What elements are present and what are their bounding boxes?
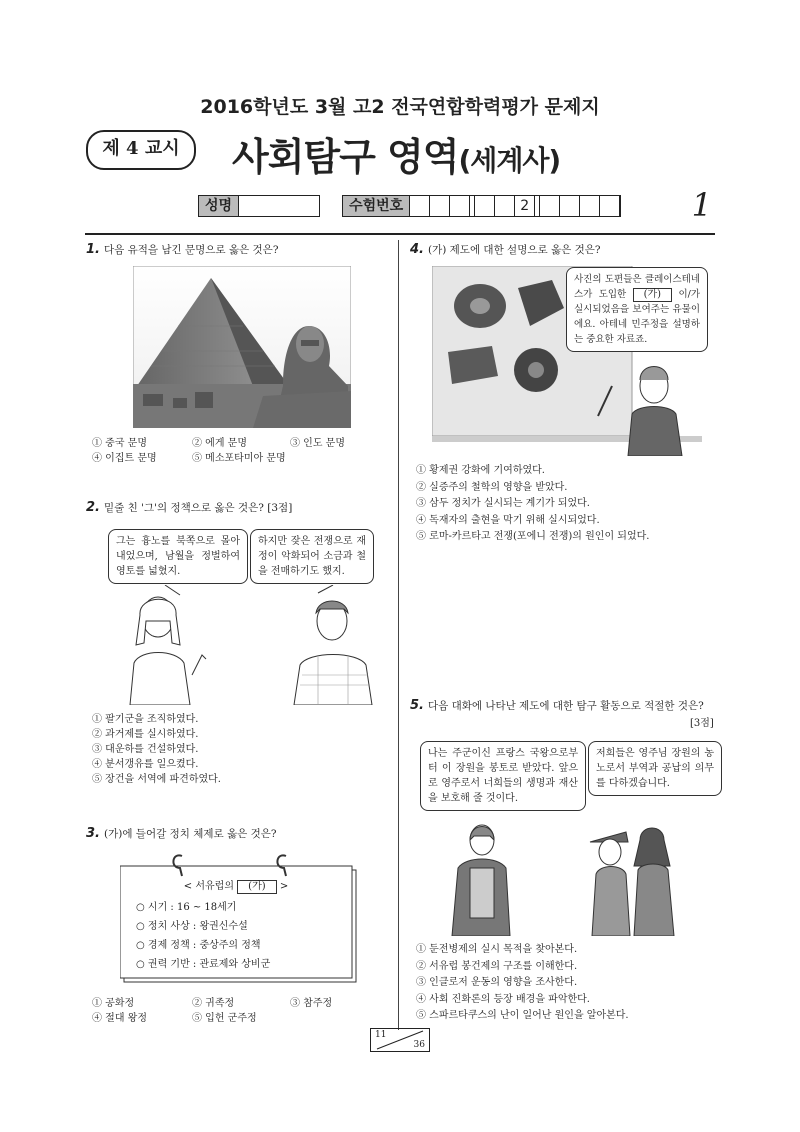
option[interactable]: ⑤ 스파르타쿠스의 난이 일어난 원인을 알아본다.: [416, 1010, 629, 1021]
option[interactable]: ① 둔전병제의 실시 목적을 찾아본다.: [416, 944, 578, 955]
exam-title: 2016학년도 3월 고2 전국연합학력평가 문제지: [200, 96, 600, 118]
page-total: 36: [413, 1040, 425, 1050]
exam-number-label: 수험번호: [342, 195, 410, 217]
option[interactable]: ① 팔기군을 조직하였다.: [92, 714, 199, 725]
option[interactable]: ③ 인클로저 운동의 영향을 조사한다.: [416, 977, 578, 988]
question-number: 4.: [410, 242, 424, 257]
card-item: ○ 권력 기반 : 관료제와 상비군: [136, 959, 271, 970]
name-label: 성명: [198, 195, 239, 217]
option[interactable]: ⑤ 장건을 서역에 파견하였다.: [92, 774, 221, 785]
option[interactable]: ⑤ 로마-카르타고 전쟁(포에니 전쟁)의 원인이 되었다.: [416, 531, 650, 542]
q4-options: [416, 463, 716, 546]
exam-number-cell: [474, 196, 495, 216]
card-item: ○ 시기 : 16 ~ 18세기: [136, 902, 237, 913]
teacher-speech-bubble: [566, 267, 708, 352]
question-2: [86, 500, 386, 516]
option[interactable]: ④ 절대 왕정: [92, 1013, 147, 1024]
option[interactable]: ③ 인도 문명: [290, 438, 345, 449]
option[interactable]: ④ 이집트 문명: [92, 453, 157, 464]
option[interactable]: ⑤ 메소포타미아 문명: [192, 453, 286, 464]
exam-number-cell: [580, 196, 600, 216]
question-number: 5.: [410, 698, 424, 713]
card-item: ○ 경제 정책 : 중상주의 정책: [136, 940, 261, 951]
exam-number-cell: [410, 196, 430, 216]
serfs-illustration: [582, 818, 682, 936]
points-label: [3점]: [690, 718, 714, 729]
option[interactable]: ⑤ 입헌 군주정: [192, 1013, 257, 1024]
option[interactable]: ④ 사회 진화론의 등장 배경을 파악한다.: [416, 993, 590, 1005]
name-field[interactable]: [239, 195, 320, 217]
period-badge: 제 4 교시: [86, 130, 196, 170]
bubble-text: 이/가 실시되었음을 보여주는 유물이에요. 아테네 민주정을 설명하는 중요한 자료죠.: [574, 289, 700, 345]
option[interactable]: ② 과거제를 실시하였다.: [92, 729, 199, 740]
option[interactable]: ④ 독재자의 출현을 막기 위해 실시되었다.: [416, 514, 600, 526]
card-title-text: >: [279, 881, 289, 892]
blank-box: (가): [237, 880, 276, 894]
blank-box: (가): [633, 288, 672, 302]
subject-title: [232, 126, 560, 181]
page-indicator: [370, 1028, 430, 1052]
card-title-text: < 서유럽의: [183, 881, 234, 892]
question-1: [86, 242, 386, 258]
lord-illustration: [440, 818, 520, 936]
option[interactable]: ② 실증주의 철학의 영향을 받았다.: [416, 481, 568, 493]
q1-options: [92, 436, 392, 466]
page-current: 11: [375, 1030, 387, 1040]
question-text: (가) 제도에 대한 설명으로 옳은 것은?: [427, 244, 601, 256]
speech-bubble-male: 하지만 잦은 전쟁으로 재정이 악화되어 소금과 철을 전매하기도 했지.: [250, 529, 374, 584]
exam-number-cell: [560, 196, 580, 216]
question-text: 밑줄 친 '그'의 정책으로 옳은 것은? [3점]: [103, 502, 293, 514]
card-item: ○ 정치 사상 : 왕권신수설: [136, 921, 248, 932]
exam-number-cell: [495, 196, 515, 216]
option[interactable]: ① 공화정: [92, 998, 135, 1009]
pyramid-sphinx-photo: [133, 266, 351, 428]
question-text: 다음 대화에 나타난 제도에 대한 탐구 활동으로 적절한 것은?: [427, 700, 704, 712]
option[interactable]: ① 황제권 강화에 기여하였다.: [416, 465, 545, 476]
question-text: (가)에 들어갈 정치 체제로 옳은 것은?: [103, 828, 277, 840]
serf-speech-bubble: 저희들은 영주님 장원의 농노로서 부역과 공납의 의무를 다하겠습니다.: [588, 741, 722, 796]
question-number: 1.: [86, 242, 100, 257]
exam-number-cell: [600, 196, 620, 216]
question-4: [410, 242, 710, 258]
speech-bubble-female: 그는 흉노를 북쪽으로 몰아내었으며, 남월을 정벌하여 영토를 넓혔지.: [108, 529, 248, 584]
female-student-illustration: [110, 585, 210, 705]
page-number: 1: [691, 186, 712, 224]
column-divider: [398, 240, 399, 1030]
male-student-illustration: [288, 585, 378, 705]
option[interactable]: ③ 대운하를 건설하였다.: [92, 744, 199, 755]
q3-options: [92, 996, 392, 1026]
option[interactable]: ④ 분서갱유를 일으켰다.: [92, 759, 199, 770]
exam-number-cell: 2: [515, 196, 535, 216]
exam-number-cell: [539, 196, 560, 216]
exam-number-field[interactable]: [410, 195, 621, 217]
question-text: 다음 유적을 남긴 문명으로 옳은 것은?: [103, 244, 279, 256]
question-number: 3.: [86, 826, 100, 841]
question-number: 2.: [86, 500, 100, 515]
option[interactable]: ② 서유럽 봉건제의 구조를 이해한다.: [416, 960, 578, 972]
examinee-info-row: [198, 195, 621, 217]
option[interactable]: ② 귀족정: [192, 998, 235, 1009]
q5-options: [416, 942, 716, 1025]
bubble-text: 사진의 도편들은 클레이스테네스가 도입한: [574, 274, 700, 300]
exam-number-cell: [450, 196, 470, 216]
subject-name: 사회탐구 영역: [232, 135, 459, 179]
subject-detail: (세계사): [458, 144, 561, 177]
option[interactable]: ③ 참주정: [290, 998, 333, 1009]
question-5: [410, 698, 720, 714]
memo-card-items: [136, 898, 346, 974]
option[interactable]: ① 중국 문명: [92, 438, 147, 449]
exam-number-cell: [430, 196, 450, 216]
lord-speech-bubble: 나는 주군이신 프랑스 국왕으로부터 이 장원을 봉토로 받았다. 앞으로 영주로서 너희들의 생명과 재산을 보호해 줄 것이다.: [420, 741, 586, 811]
option[interactable]: ③ 삼두 정치가 실시되는 계기가 되었다.: [416, 498, 590, 509]
option[interactable]: ② 에게 문명: [192, 438, 247, 449]
teacher-body: [628, 407, 682, 457]
q2-options: [92, 712, 392, 787]
memo-card-title: [120, 880, 352, 894]
question-3: [86, 826, 386, 842]
header-rule: [85, 233, 715, 235]
